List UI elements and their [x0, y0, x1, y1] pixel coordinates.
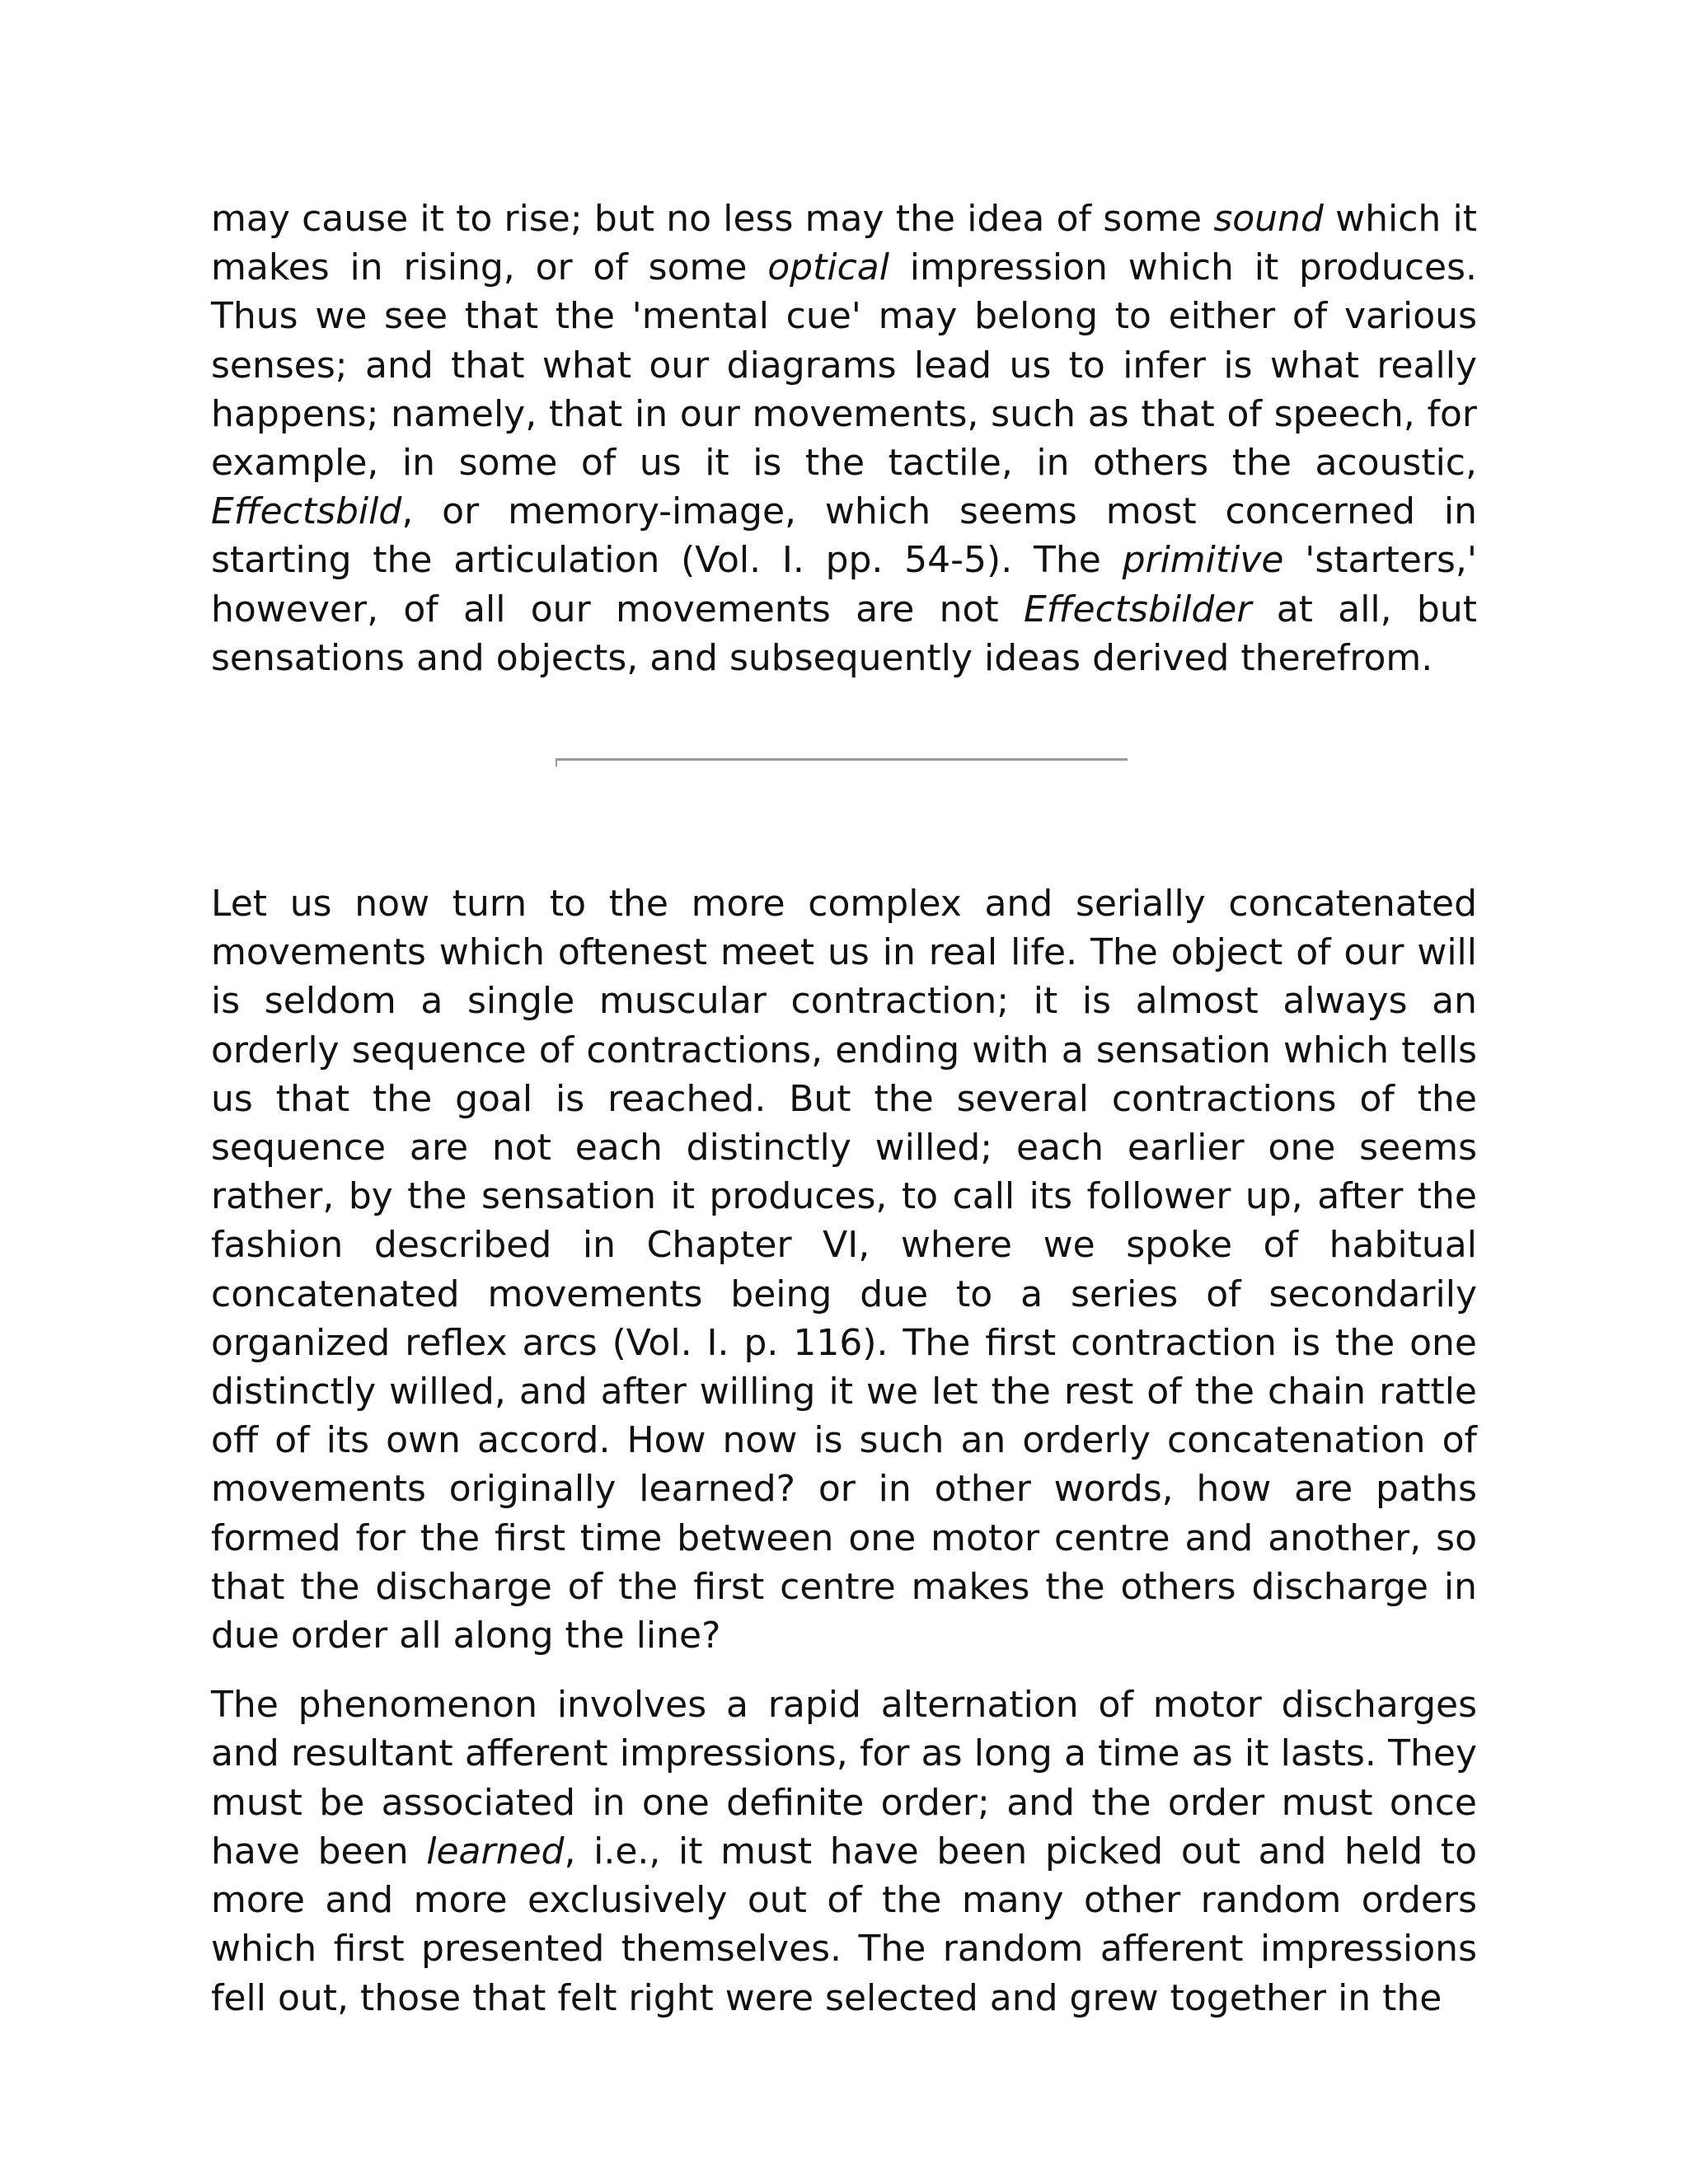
italic-primitive: primitive	[1122, 539, 1284, 582]
text-run: impression which it produces. Thus we see that the 'mental cue' may belong to either of various senses; and that what our diagrams lead us to infer is what really happens; namely, that in our movements, such as that of speech, for example, in some of us it is the tactile, in others the acoustic,	[211, 246, 1477, 485]
italic-effectsbilder: Effectsbilder	[1023, 588, 1252, 630]
italic-effectsbild: Effectsbild	[211, 490, 402, 533]
text-run: may cause it to rise; but no less may the idea of some	[211, 198, 1214, 240]
paragraph-mental-cue	[211, 194, 1477, 682]
text-run: , i.e., it must have been picked out and held to more and more exclusively out of the many other random orders which first presented themselves. The random afferent impressions fell out, those that felt right were selected and grew together in the	[211, 1830, 1477, 2019]
section-divider	[211, 682, 1477, 879]
italic-optical: optical	[767, 246, 889, 289]
horizontal-rule	[556, 758, 1128, 761]
italic-sound: sound	[1213, 198, 1324, 240]
text-run: 'starters,' however, of all our movements are not	[211, 539, 1477, 630]
document-page	[211, 194, 1477, 2022]
paragraph-concatenated-movements: Let us now turn to the more complex and serially concatenated movements which oftenest meet us in real life. The object of our will is seldom a single muscular contraction; it is almost always an orderly sequence of contractions, ending with a sensation which tells us that the goal is reached. But the several contractions of the sequence are not each distinctly willed; each earlier one seems rather, by the sensation it produces, to call its follower up, after the fashion described in Chapter VI, where we spoke of habitual concatenated movements being due to a series of secondarily organized reflex arcs (Vol. I. p. 116). The first contraction is the one distinctly willed, and after willing it we let the rest of the chain rattle off of its own accord. How now is such an orderly concatenation of movements originally learned? or in other words, how are paths formed for the first time between one motor centre and another, so that the discharge of the first centre makes the others discharge in due order all along the line?	[211, 883, 1477, 1657]
text-run: The phenomenon involves a rapid alternation of motor discharges and resultant afferent impressions, for as long a time as it lasts. They must be associated in one definite order; and the order must once have been	[211, 1684, 1477, 1872]
text-run: , or memory-image, which seems most concerned in starting the articulation (Vol. I. pp. 54-5). The	[211, 490, 1477, 582]
text-run: which it makes in rising, or of some	[211, 198, 1477, 289]
italic-learned: learned	[426, 1830, 565, 1872]
paragraph-phenomenon	[211, 1680, 1477, 2022]
text-run: at all, but sensations and objects, and subsequently ideas derived therefrom.	[211, 588, 1477, 679]
